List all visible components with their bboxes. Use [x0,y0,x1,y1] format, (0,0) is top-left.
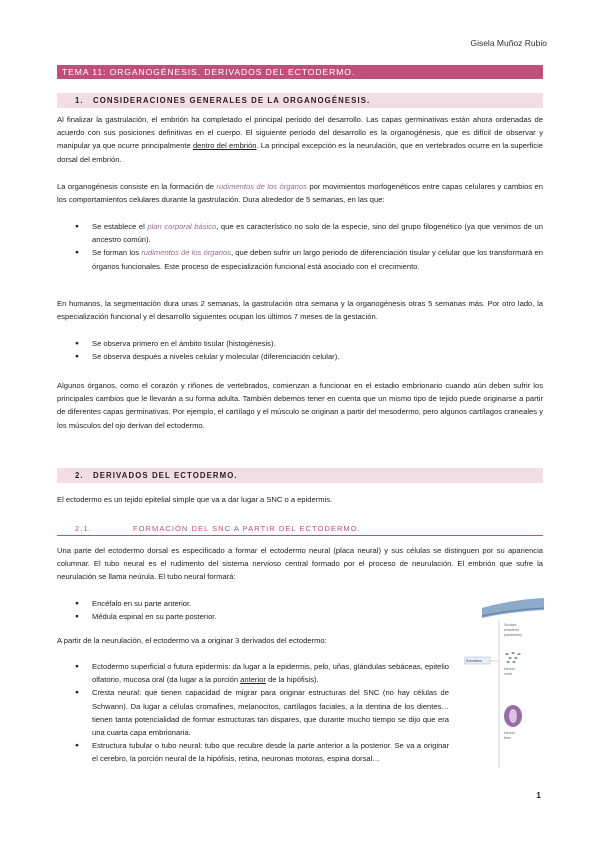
crest-cell [506,661,509,663]
crest-cell [517,653,520,655]
label-ectoderm: Ectoderm [466,659,483,663]
bullet-list-organogenesis [57,220,543,273]
label-surface-3: (epidermis) [504,633,522,637]
list-item [57,220,543,246]
crest-cell [505,653,508,655]
underlined-text: dentro del embrión [192,141,257,151]
ectoderm-derivatives-figure [464,598,546,774]
document-title: TEMA 11: ORGANOGÉNESIS. DERIVADOS DEL ECTODERMO. [57,65,543,79]
subsection-number: 2.1. [75,524,92,533]
subsection-title: FORMACIÓN DEL SNC A PARTIR DEL ECTODERMO. [133,524,361,533]
crest-cell [514,657,517,659]
neural-crest-cells [505,652,520,663]
page-number: 1 [536,790,541,800]
label-tube-2: tube [504,736,511,740]
list-item: ● Encéfalo en su parte anterior. [57,597,543,610]
label-surface-2: ectoderm [504,628,519,632]
text-run: La organogénesis consiste en la formación de [57,182,217,191]
text-run: por movimientos morfogenéticos entre capas celulares y cambios en los comportamientos celulares durante la gastrulación. Dura alrededor de 5 semanas, en las que: [57,182,543,205]
paragraph-organogenesis-intro [57,113,543,166]
crest-cell [508,657,511,659]
text-run: , que deben sufrir un largo periodo de diferenciación tisular y celular que los transformará en órganos funcionales. Este proceso de especialización funcional está asociado con el crecimiento. [92,248,543,271]
italic-term: rudimentos de los órganos [216,182,307,191]
label-crest-2: crest [504,672,512,676]
paragraph-timeline: En humanos, la segmentación dura unas 2 semanas, la gastrulación otra semana y la organogénesis otras 5 semanas más. Por otro lado, la especialización funcional y el desarrollo siguientes ocupan los últimos 7 meses de la gestación. [57,299,543,322]
surface-ectoderm-shape [482,598,544,618]
underlined-text: anterior [240,675,266,685]
list-item [57,246,543,272]
bullet-list-derivatives [57,660,449,766]
list-item: ● Se observa después a niveles celular y molecular (diferenciación celular). [57,350,543,363]
subsection-2-1-heading [57,522,543,536]
text-run: de la hipófisis). [265,675,319,685]
list-item: ● Se observa primero en el ámbito tisular (histogénesis). [57,337,543,350]
label-surface-1: Surface [504,623,517,627]
bullet-list-specialization [57,337,543,363]
text-run: Se establece el [92,222,148,231]
section-1-number: 1. [75,96,84,105]
paragraph-three-derivatives: A partir de la neurulación, el ectodermo va a originar 3 derivados del ectodermo: [57,636,327,645]
crest-cell [512,661,515,663]
crest-cell [511,652,514,654]
list-item: ● Cresta neural: que tienen capacidad de migrar para originar estructuras del SNC (no hay células de Schwann). Da lugar a células cromafines, melanocitos, cartílagos faciales, a la dentina de los dientes… tienen tanta potencialidad de formar estructuras tan dispares, que durante mucho tiempo se dijo que era una cuarta capa embrionaria. [57,686,449,739]
section-1-title: CONSIDERACIONES GENERALES DE LA ORGANOGÉNESIS. [93,96,371,105]
italic-term: rudimentos de los órganos [141,248,231,258]
text-run: Al finalizar la gastrulación, el embrión ha completado el principal periodo del desarrollo. Las capas germinativas están ahora ordenadas de acuerdo con sus posiciones definitivas en el cuerpo. El siguiente período del desarrollo es la organogénesis, que es difícil de observar y manipular ya que ocurre principalmente [57,115,543,151]
text-run: Ectodermo superficial o futura epidermis: da lugar a la epidermis, pelo, uñas, glándulas sebáceas, epitelio olfatorio, mucosa oral (da lugar a la porción [92,662,449,685]
author-name: Gisela Muñoz Rubio [470,38,547,48]
paragraph-neural-plate: Una parte del ectodermo dorsal es especificado a formar el ectodermo neural (placa neural) y sus células se distinguen por su apariencia columnar. El tubo neural es el rudimento del sistema nervioso central formado por el proceso de neurulación. El embrión que sufre la neurulación se llama neúrula. El tubo neural formará: [57,546,543,582]
text-run: , que es característico no solo de la especie, sino del grupo filogenético (ya que venimos de un ancestro común). [92,222,543,245]
text-run: . La principal excepción es la neurulación, que en vertebrados ocurre en la superficie dorsal del embrión. [57,141,544,164]
neural-tube-lumen [509,709,517,723]
list-item: ● Médula espinal en su parte posterior. [57,610,543,623]
label-crest-1: Neural [504,667,515,671]
label-tube-1: Neural [504,731,515,735]
section-1-heading [57,93,543,108]
italic-term: plan corporal básico [147,222,217,231]
section-2-heading [57,468,543,483]
section-2-number: 2. [75,471,84,480]
paragraph-ectoderm-intro: El ectodermo es un tejido epitelial simple que va a dar lugar a SNC o a epidermis. [57,495,333,504]
paragraph-organogenesis-definition [57,180,543,206]
list-item [57,660,449,686]
list-item: ● Estructura tubular o tubo neural: tubo que recubre desde la parte anterior a la posterior. Se va a originar el cerebro, la porción neural de la hipófisis, retina, neuronas motoras, espina dorsal… [57,739,449,765]
section-2-title: DERIVADOS DEL ECTODERMO. [93,471,238,480]
text-run: Se forman los [92,248,142,258]
paragraph-organ-function: Algunos órganos, como el corazón y riñones de vertebrados, comienzan a funcionar en el estadio embrionario cuando aún deben sufrir los principales cambios que le llevarán a su forma adulta. También debemos tener en cuenta que un mismo tipo de tejido puede originarse a partir de diferentes capas germinativas. Por ejemplo, el cartílago y el músculo se originan a partir del mesodermo, pero algunos cartílagos craneales y los músculos del ojo derivan del ectodermo. [57,381,543,430]
